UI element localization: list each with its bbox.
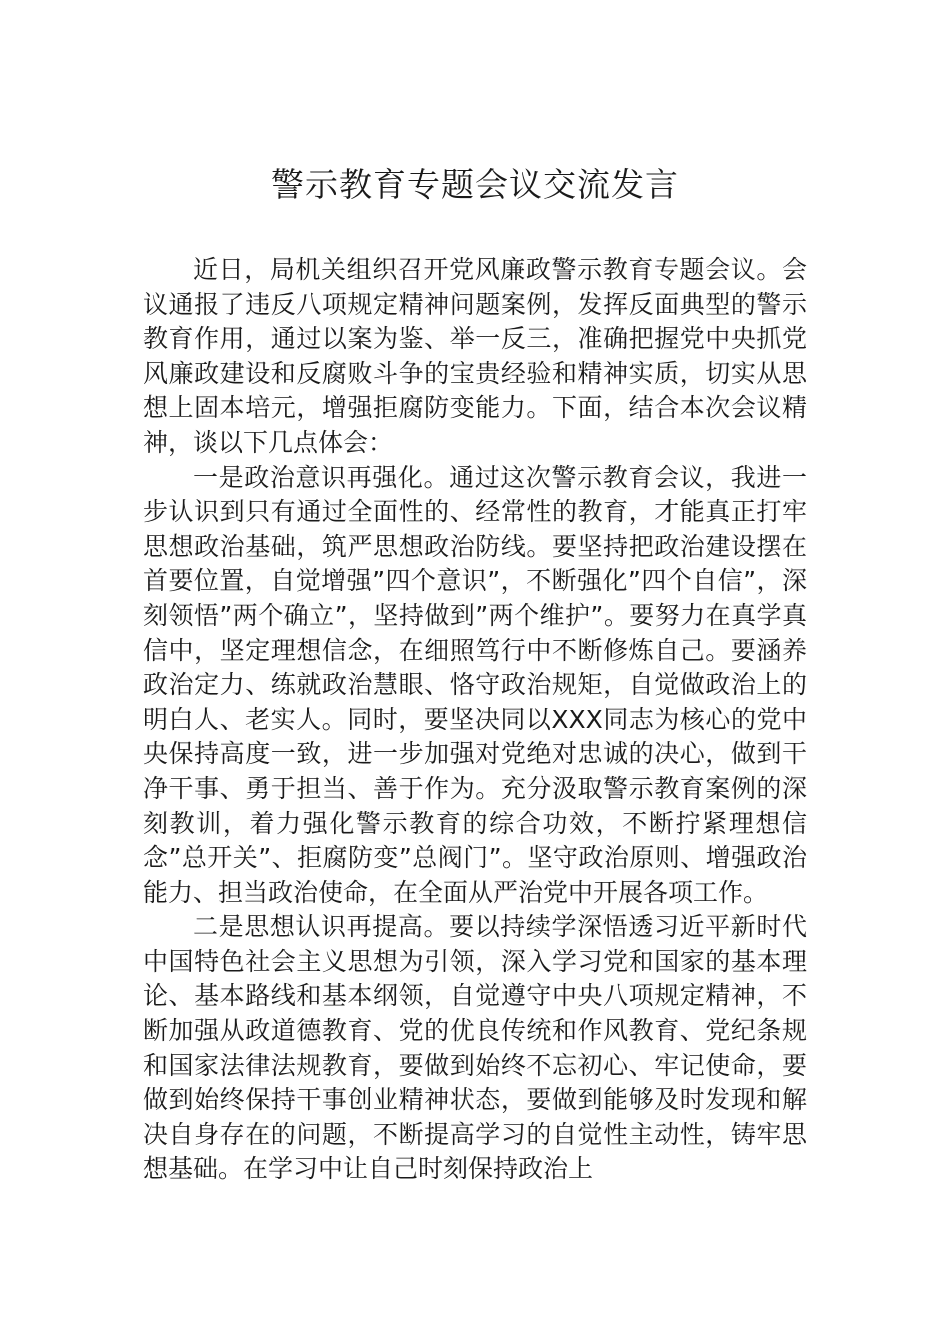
paragraph-intro: 近日，局机关组织召开党风廉政警示教育专题会议。会议通报了违反八项规定精神问题案例，发挥反面典型的警示教育作用，通过以案为鉴、举一反三，准确把握党中央抓党风廉政建设和反腐败斗争的宝贵经验和精神实质，切实从思想上固本培元，增强拒腐防变能力。下面，结合本次会议精神，谈以下几点体会： (143, 255, 807, 457)
paragraph-point-two: 二是思想认识再提高。要以持续学深悟透习近平新时代中国特色社会主义思想为引领，深入学习党和国家的基本理论、基本路线和基本纲领，自觉遵守中央八项规定精神，不断加强从政道德教育、党的优良传统和作风教育、党纪条规和国家法律法规教育，要做到始终不忘初心、牢记使命，要做到始终保持干事创业精神状态，要做到能够及时发现和解决自身存在的问题，不断提高学习的自觉性主动性，铸牢思想基础。在学习中让自己时刻保持政治上 (143, 912, 807, 1184)
paragraph-point-one: 一是政治意识再强化。通过这次警示教育会议，我进一步认识到只有通过全面性的、经常性的教育，才能真正打牢思想政治基础，筑严思想政治防线。要坚持把政治建设摆在首要位置，自觉增强”四个意识”，不断强化”四个自信”，深刻领悟”两个确立”，坚持做到”两个维护”。要努力在真学真信中，坚定理想信念，在细照笃行中不断修炼自己。要涵养政治定力、练就政治慧眼、恪守政治规矩，自觉做政治上的明白人、老实人。同时，要坚决同以XXX同志为核心的党中央保持高度一致，进一步加强对党绝对忠诚的决心，做到干净干事、勇于担当、善于作为。充分汲取警示教育案例的深刻教训，着力强化警示教育的综合功效，不断拧紧理想信念”总开关”、拒腐防变”总阀门”。坚守政治原则、增强政治能力、担当政治使命，在全面从严治党中开展各项工作。 (143, 462, 807, 907)
document-title: 警示教育专题会议交流发言 (271, 165, 679, 204)
document-body (143, 253, 807, 1187)
